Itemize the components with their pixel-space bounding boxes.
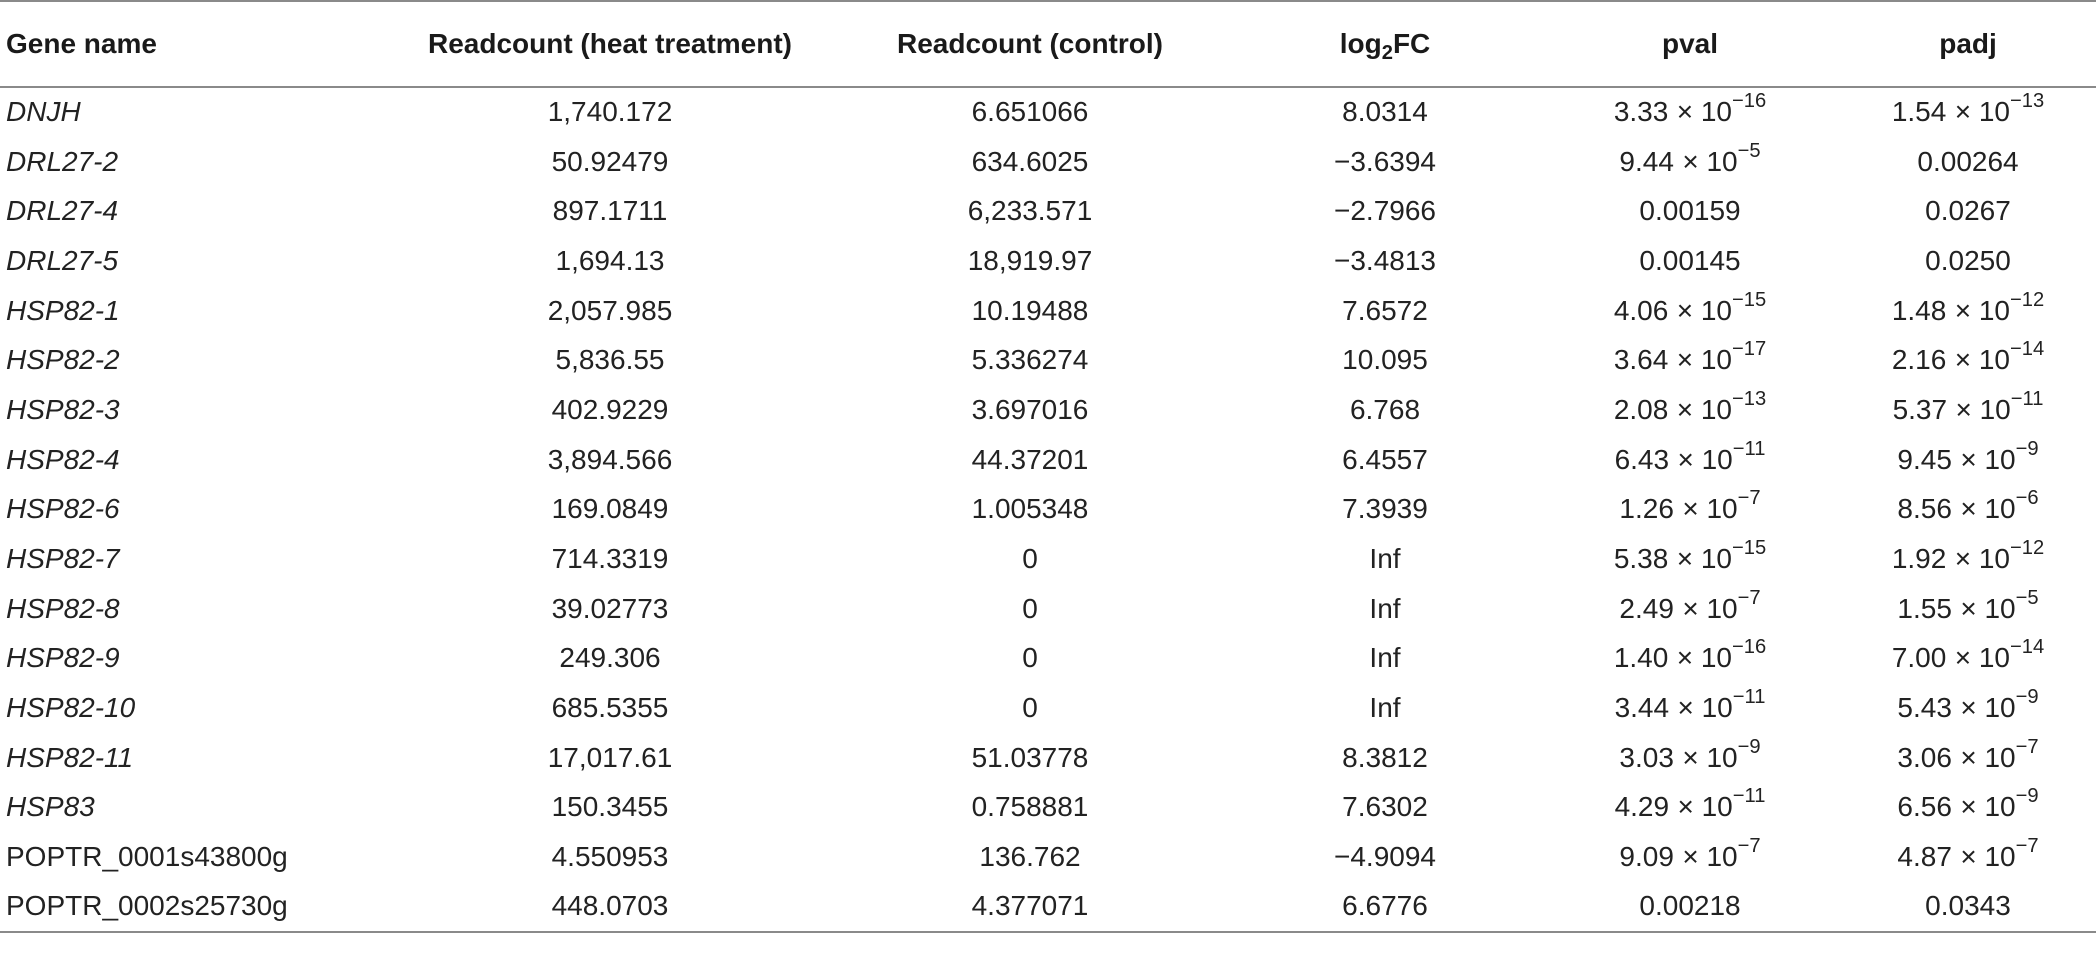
pval-mantissa: 3.44	[1614, 692, 1670, 724]
log2fc-cell: −3.6394	[1334, 145, 1436, 177]
header-log2fc-prefix: log	[1339, 28, 1382, 59]
padj-times-ten: × 10	[1954, 642, 2010, 674]
padj-exponent: −12	[2009, 288, 2045, 311]
padj-exponent: −7	[2015, 835, 2039, 858]
padj-exponent: −7	[2015, 735, 2039, 758]
table-row	[0, 783, 2096, 833]
pval-cell	[1540, 286, 1840, 336]
table-row	[0, 335, 2096, 385]
header-log2fc	[1230, 1, 1540, 87]
log2fc-cell: 7.6302	[1342, 791, 1428, 823]
readcount-control-cell: 51.03778	[971, 741, 1089, 773]
gene-name-cell: HSP82-4	[6, 443, 120, 475]
padj-times-ten: × 10	[1960, 592, 2016, 624]
pval-times-ten: × 10	[1682, 841, 1738, 873]
gene-name-cell: DRL27-4	[6, 195, 119, 227]
padj-times-ten: × 10	[1960, 841, 2016, 873]
pval-mantissa: 9.44	[1619, 145, 1674, 177]
gene-name-cell: DRL27-2	[6, 145, 119, 177]
gene-name-cell: HSP82-3	[6, 393, 120, 425]
pval-times-ten: × 10	[1676, 344, 1732, 376]
padj-cell	[1840, 832, 2096, 882]
pval-exponent: −15	[1731, 288, 1767, 311]
pval-times-ten: × 10	[1676, 294, 1732, 326]
pval-cell	[1540, 832, 1840, 882]
log2fc-cell: 6.6776	[1230, 882, 1540, 932]
readcount-control-cell: 10.19488	[971, 294, 1089, 326]
padj-exponent: −14	[2009, 636, 2045, 659]
readcount-heat-cell: 150.3455	[551, 791, 669, 823]
pval-exponent: −11	[1732, 785, 1766, 808]
pval-exponent: −15	[1731, 536, 1767, 559]
readcount-control-cell: 0.758881	[971, 791, 1089, 823]
readcount-control-cell: 6,233.571	[967, 195, 1093, 227]
readcount-heat-cell: 2,057.985	[547, 294, 673, 326]
padj-mantissa: 6.56	[1897, 791, 1952, 823]
pval-mantissa: 2.49	[1619, 592, 1674, 624]
readcount-heat-cell: 448.0703	[390, 882, 830, 932]
padj-mantissa: 5.37	[1892, 393, 1948, 425]
padj-exponent: −11	[2010, 387, 2044, 410]
padj-cell	[1840, 783, 2096, 833]
pval-cell: 0.00159	[1639, 195, 1741, 227]
padj-cell	[1840, 634, 2096, 684]
pval-mantissa: 2.08	[1613, 393, 1669, 425]
padj-cell: 0.0267	[1925, 195, 2011, 227]
table-row	[0, 683, 2096, 733]
readcount-heat-cell: 1,740.172	[547, 96, 673, 128]
padj-mantissa: 2.16	[1891, 344, 1947, 376]
gene-name-cell: DNJH	[6, 96, 81, 128]
padj-mantissa: 5.43	[1897, 692, 1952, 724]
padj-times-ten: × 10	[1954, 344, 2010, 376]
padj-times-ten: × 10	[1960, 443, 2016, 475]
header-log2fc-suffix: FC	[1392, 28, 1431, 59]
log2fc-cell: Inf	[1369, 692, 1401, 724]
pval-times-ten: × 10	[1676, 543, 1732, 575]
padj-mantissa: 3.06	[1897, 741, 1952, 773]
padj-exponent: −5	[2015, 586, 2039, 609]
pval-exponent: −16	[1731, 90, 1767, 113]
gene-name-cell: HSP82-10	[6, 692, 136, 724]
table-row	[0, 832, 2096, 882]
padj-mantissa: 1.48	[1891, 294, 1947, 326]
readcount-heat-cell: 249.306	[559, 642, 661, 674]
pval-exponent: −16	[1731, 636, 1767, 659]
padj-times-ten: × 10	[1954, 294, 2010, 326]
table-row	[0, 584, 2096, 634]
padj-cell: 0.00264	[1917, 145, 2019, 177]
log2fc-cell: 6.4557	[1342, 443, 1428, 475]
readcount-control-cell: 4.377071	[830, 882, 1230, 932]
pval-mantissa: 4.29	[1614, 791, 1670, 823]
readcount-heat-cell: 1,694.13	[555, 244, 665, 276]
readcount-control-cell: 3.697016	[971, 393, 1089, 425]
pval-mantissa: 9.09	[1619, 841, 1674, 873]
readcount-control-cell: 136.762	[979, 841, 1081, 873]
pval-cell	[1540, 634, 1840, 684]
pval-mantissa: 1.40	[1613, 642, 1669, 674]
pval-cell	[1540, 435, 1840, 485]
pval-times-ten: × 10	[1677, 443, 1733, 475]
padj-times-ten: × 10	[1960, 493, 2016, 525]
padj-mantissa: 9.45	[1897, 443, 1952, 475]
padj-cell	[1840, 534, 2096, 584]
gene-name-cell: HSP82-6	[6, 493, 120, 525]
readcount-heat-cell: 39.02773	[551, 592, 669, 624]
pval-cell	[1540, 584, 1840, 634]
readcount-control-cell: 1.005348	[971, 493, 1089, 525]
padj-cell	[1840, 683, 2096, 733]
log2fc-cell: Inf	[1369, 543, 1401, 575]
pval-exponent: −11	[1732, 685, 1766, 708]
header-gene-name: Gene name	[0, 1, 390, 87]
gene-name-cell: HSP82-11	[6, 741, 134, 773]
readcount-control-cell: 0	[1022, 692, 1038, 724]
gene-name-cell: POPTR_0002s25730g	[0, 882, 390, 932]
padj-exponent: −9	[2015, 685, 2039, 708]
padj-exponent: −9	[2015, 437, 2039, 460]
pval-times-ten: × 10	[1676, 96, 1732, 128]
pval-times-ten: × 10	[1682, 145, 1738, 177]
padj-cell	[1840, 385, 2096, 435]
padj-cell: 0.0250	[1925, 244, 2011, 276]
pval-cell	[1540, 485, 1840, 535]
readcount-heat-cell: 5,836.55	[555, 344, 665, 376]
pval-mantissa: 3.64	[1613, 344, 1669, 376]
table-row	[0, 634, 2096, 684]
pval-mantissa: 6.43	[1614, 443, 1670, 475]
padj-times-ten: × 10	[1960, 791, 2016, 823]
pval-cell	[1540, 385, 1840, 435]
pval-times-ten: × 10	[1676, 393, 1732, 425]
table-row	[0, 186, 2096, 236]
pval-cell	[1540, 335, 1840, 385]
log2fc-cell: −3.4813	[1334, 244, 1436, 276]
table-row	[0, 87, 2096, 137]
padj-mantissa: 1.92	[1891, 543, 1947, 575]
padj-times-ten: × 10	[1955, 393, 2011, 425]
padj-cell	[1840, 584, 2096, 634]
log2fc-cell: 8.0314	[1342, 96, 1428, 128]
readcount-control-cell: 634.6025	[971, 145, 1089, 177]
log2fc-cell: Inf	[1369, 642, 1401, 674]
log2fc-cell: Inf	[1369, 592, 1401, 624]
gene-name-cell: POPTR_0001s43800g	[6, 841, 288, 873]
pval-exponent: −9	[1737, 735, 1761, 758]
pval-cell	[1540, 733, 1840, 783]
readcount-control-cell: 0	[1022, 642, 1038, 674]
pval-exponent: −13	[1731, 387, 1767, 410]
table-header	[0, 1, 2096, 87]
padj-mantissa: 8.56	[1897, 493, 1952, 525]
padj-exponent: −13	[2009, 90, 2045, 113]
pval-exponent: −11	[1732, 437, 1766, 460]
table-row	[0, 137, 2096, 187]
pval-cell	[1540, 683, 1840, 733]
table-row	[0, 485, 2096, 535]
readcount-heat-cell: 4.550953	[551, 841, 669, 873]
pval-cell	[1540, 87, 1840, 137]
gene-name-cell: DRL27-5	[6, 244, 119, 276]
gene-name-cell: HSP82-1	[6, 294, 120, 326]
gene-name-cell: HSP83	[6, 791, 95, 823]
padj-cell	[1840, 335, 2096, 385]
padj-mantissa: 7.00	[1891, 642, 1947, 674]
padj-cell	[1840, 87, 2096, 137]
log2fc-cell: 7.6572	[1342, 294, 1428, 326]
pval-exponent: −5	[1737, 139, 1761, 162]
padj-cell	[1840, 286, 2096, 336]
padj-cell	[1840, 485, 2096, 535]
readcount-control-cell: 0	[1022, 543, 1038, 575]
readcount-heat-cell: 685.5355	[551, 692, 669, 724]
readcount-heat-cell: 50.92479	[551, 145, 669, 177]
readcount-control-cell: 44.37201	[971, 443, 1089, 475]
padj-exponent: −6	[2015, 487, 2039, 510]
table-row	[0, 385, 2096, 435]
padj-exponent: −14	[2009, 338, 2045, 361]
pval-times-ten: × 10	[1676, 642, 1732, 674]
table-row	[0, 435, 2096, 485]
log2fc-cell: 7.3939	[1342, 493, 1428, 525]
readcount-control-cell: 0	[1022, 592, 1038, 624]
padj-cell	[1840, 733, 2096, 783]
log2fc-cell: 6.768	[1349, 393, 1421, 425]
readcount-heat-cell: 714.3319	[551, 543, 669, 575]
pval-times-ten: × 10	[1682, 741, 1738, 773]
pval-times-ten: × 10	[1682, 592, 1738, 624]
pval-cell: 0.00218	[1540, 882, 1840, 932]
pval-exponent: −7	[1737, 835, 1761, 858]
padj-times-ten: × 10	[1960, 741, 2016, 773]
gene-name-cell: HSP82-9	[6, 642, 120, 674]
gene-name-cell: HSP82-7	[6, 543, 120, 575]
padj-cell	[1840, 435, 2096, 485]
padj-times-ten: × 10	[1954, 543, 2010, 575]
log2fc-cell: 10.095	[1342, 344, 1428, 376]
pval-mantissa: 1.26	[1619, 493, 1674, 525]
pval-mantissa: 4.06	[1613, 294, 1669, 326]
readcount-control-cell: 18,919.97	[967, 244, 1093, 276]
padj-mantissa: 1.55	[1897, 592, 1952, 624]
table-row	[0, 882, 2096, 932]
pval-mantissa: 3.33	[1613, 96, 1669, 128]
pval-mantissa: 3.03	[1619, 741, 1674, 773]
pval-times-ten: × 10	[1682, 493, 1738, 525]
readcount-heat-cell: 897.1711	[552, 195, 668, 227]
pval-cell	[1540, 534, 1840, 584]
padj-exponent: −12	[2009, 536, 2045, 559]
readcount-heat-cell: 169.0849	[551, 493, 669, 525]
pval-cell	[1540, 783, 1840, 833]
table-row	[0, 236, 2096, 286]
table-row	[0, 534, 2096, 584]
pval-cell: 0.00145	[1639, 244, 1741, 276]
padj-times-ten: × 10	[1960, 692, 2016, 724]
header-readcount-control: Readcount (control)	[830, 1, 1230, 87]
pval-cell	[1540, 137, 1840, 187]
pval-exponent: −7	[1737, 487, 1761, 510]
header-row	[0, 1, 2096, 87]
table-row	[0, 733, 2096, 783]
readcount-heat-cell: 3,894.566	[547, 443, 673, 475]
header-padj: padj	[1840, 1, 2096, 87]
header-log2fc-subscript: 2	[1381, 42, 1393, 65]
header-readcount-heat: Readcount (heat treatment)	[390, 1, 830, 87]
table-body	[0, 87, 2096, 932]
padj-exponent: −9	[2015, 785, 2039, 808]
pval-times-ten: × 10	[1677, 692, 1733, 724]
pval-exponent: −17	[1731, 338, 1767, 361]
pval-times-ten: × 10	[1677, 791, 1733, 823]
table-row	[0, 286, 2096, 336]
readcount-control-cell: 6.651066	[971, 96, 1089, 128]
gene-name-cell: HSP82-2	[6, 344, 120, 376]
log2fc-cell: −4.9094	[1334, 841, 1436, 873]
padj-mantissa: 1.54	[1891, 96, 1947, 128]
gene-name-cell: HSP82-8	[6, 592, 120, 624]
padj-cell: 0.0343	[1840, 882, 2096, 932]
padj-mantissa: 4.87	[1897, 841, 1952, 873]
pval-exponent: −7	[1737, 586, 1761, 609]
pval-mantissa: 5.38	[1613, 543, 1669, 575]
readcount-control-cell: 5.336274	[971, 344, 1089, 376]
readcount-heat-cell: 17,017.61	[547, 741, 673, 773]
log2fc-cell: −2.7966	[1334, 195, 1436, 227]
padj-times-ten: × 10	[1954, 96, 2010, 128]
header-pval: pval	[1540, 1, 1840, 87]
readcount-heat-cell: 402.9229	[551, 393, 669, 425]
log2fc-cell: 8.3812	[1342, 741, 1428, 773]
